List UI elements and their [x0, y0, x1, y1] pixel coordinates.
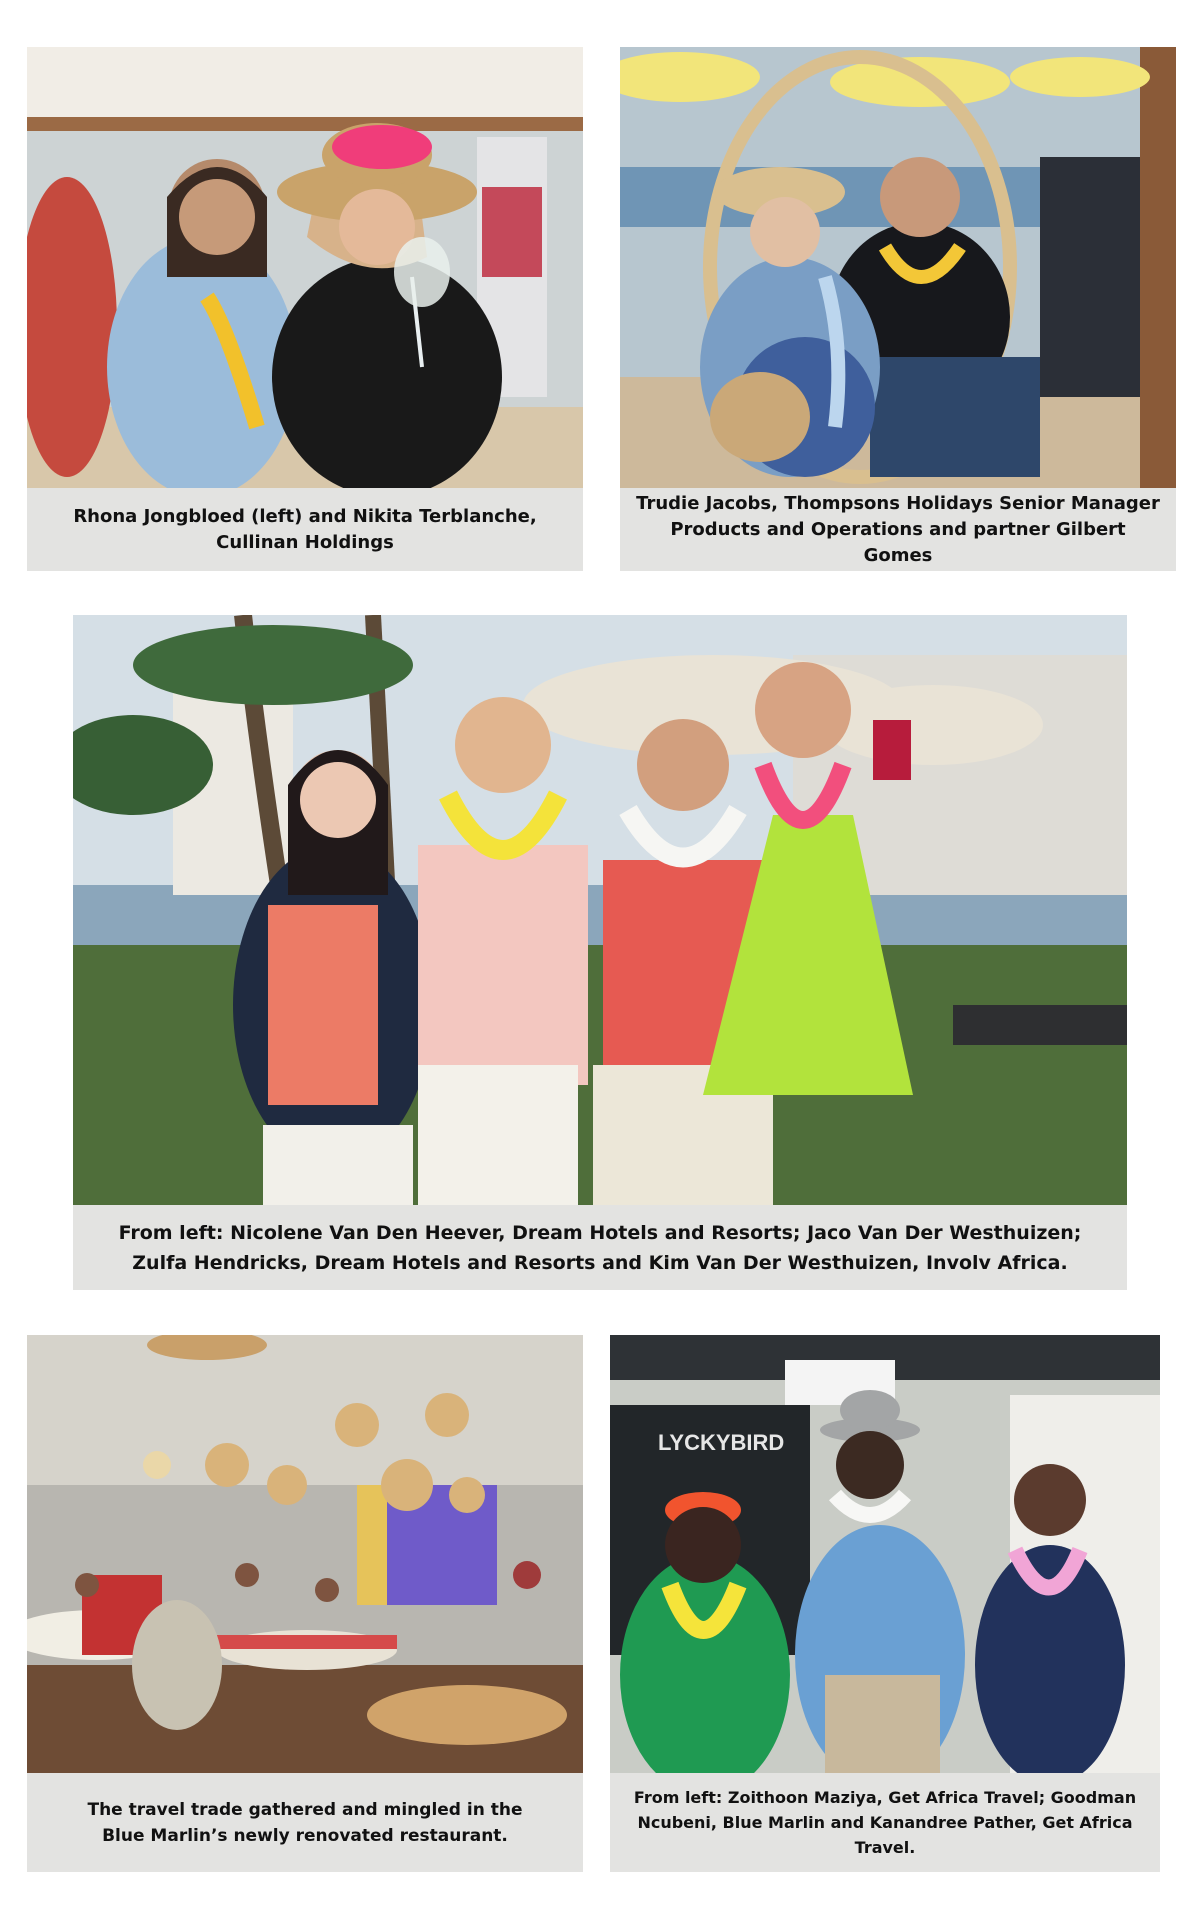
photo-4-image [27, 1335, 583, 1773]
photo-3-image [73, 615, 1127, 1205]
photo-4-caption: The travel trade gathered and mingled in the Blue Marlin’s newly renovated restaurant. [87, 1799, 523, 1846]
photo-card-2 [620, 47, 1176, 571]
photo-2-caption: Trudie Jacobs, Thompsons Holidays Senior Manager Products and Operations and partner Gilbert Gomes [636, 492, 1160, 566]
photo-2-image [620, 47, 1176, 488]
photo-3-caption: From left: Nicolene Van Den Heever, Dream Hotels and Resorts; Jaco Van Der Westhuizen; Zulfa Hendricks, Dream Hotels and Resorts and Kim Van Der Westhuizen, Involv Africa. [118, 1221, 1082, 1274]
photo-5-image [610, 1335, 1160, 1773]
photo-1-caption: Rhona Jongbloed (left) and Nikita Terblanche, Cullinan Holdings [73, 505, 537, 553]
photo-card-4 [27, 1335, 583, 1872]
photo-1-image [27, 47, 583, 488]
photo-5-signage: LYCKYBIRD [658, 1430, 785, 1455]
photo-card-5 [610, 1335, 1160, 1872]
photo-5-caption: From left: Zoithoon Maziya, Get Africa Travel; Goodman Ncubeni, Blue Marlin and Kanandree Pather, Get Africa Travel. [633, 1788, 1137, 1857]
photo-card-1 [27, 47, 583, 571]
photo-card-3 [73, 615, 1127, 1290]
